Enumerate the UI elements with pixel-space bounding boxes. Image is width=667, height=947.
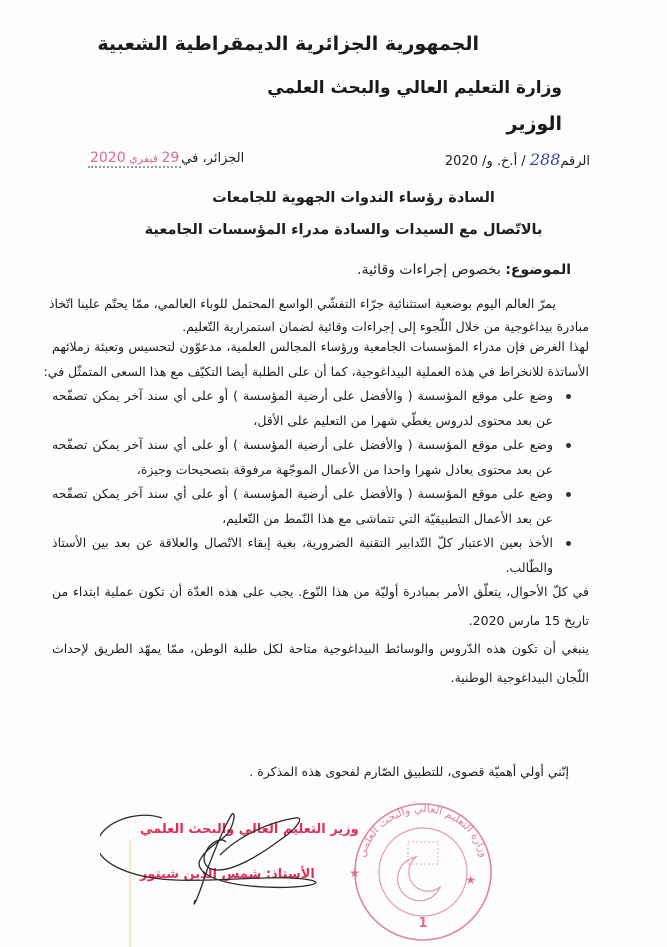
seal-outer-text: وزارة التعليم العالي والبحث العلمي <box>354 801 491 859</box>
svg-text:وزارة التعليم العالي والبحث ال <box>355 802 491 859</box>
place-label: الجزائر، في <box>181 151 245 166</box>
date-stamp <box>88 150 181 168</box>
office-header: الوزير <box>506 113 562 135</box>
letter-body <box>43 292 589 690</box>
paragraph-1-line-1: يمرّ العالم اليوم بوضعية استثنائية جرّاء التفشّي الواسع المحتمل للوباء العالمي، ممّا يحتّم علينا اتّخاذ <box>48 296 556 311</box>
bullet-dot <box>566 443 571 448</box>
official-seal <box>338 792 508 942</box>
bullet-3-line-1: وضع على موقع المؤسسة ( والأفضل على أرضية المؤسسة ) أو على أي سند آخر يمكن تصفّحه <box>52 482 589 507</box>
date-day: 29 <box>161 150 180 166</box>
paragraph-3-line-2: تاريخ 15 مارس 2020. <box>468 612 589 628</box>
date-month: فيفري <box>129 152 158 165</box>
republic-header: الجمهورية الجزائرية الديمقراطية الشعبية <box>97 33 479 55</box>
seal-star-right: ★ <box>465 873 476 887</box>
bullet-dot <box>566 394 571 399</box>
seal-star-left: ★ <box>349 866 360 880</box>
bullet-4-line-1: الأخذ بعين الاعتبار كلّ التّدابير التقنية الضرورية، بغية إبقاء الاتّصال والعلاقة عن بعد بين الأستاذ <box>52 531 589 556</box>
bullet-3-line-2: عن بعد الأعمال التطبيقيّة التي تتماشى مع هذا النّمط من التّعليم، <box>222 510 553 526</box>
place-and-date <box>88 150 244 168</box>
reference-suffix: / أ.خ. و/ 2020 <box>444 154 526 169</box>
closing-statement: إنّني أولي أهميّة قصوى، للتطبيق الصّارم لفحوى هذه المذكرة . <box>249 764 569 779</box>
date-year: 2020 <box>90 150 126 166</box>
handwritten-signature <box>100 800 340 940</box>
addressee-line-1: السادة رؤساء الندوات الجهوية للجامعات <box>212 190 495 206</box>
paragraph-1-line-2: مبادرة بيداغوجية من خلال اللّجوء إلى إجراءات وقائية لضمان استمرارية التّعليم. <box>182 318 589 334</box>
subject-text: بخصوص إجراءات وقائية. <box>357 262 501 278</box>
paragraph-4-line-2: اللّجان البيداغوجية الوطنية. <box>450 669 589 685</box>
bullet-dot <box>566 541 571 546</box>
paragraph-4-line-1: ينبغي أن تكون هذه الدّروس والوسائط البيداغوجية متاحة لكل طلبة الوطن، ممّا يمهّد الطريق لإحداث <box>52 641 589 656</box>
bullet-1-line-2: عن بعد محتوى لدروس يغطّي شهرا من التعليم على الأقل، <box>253 412 553 428</box>
paragraph-2-line-1: لهذا الغرض فإن مدراء المؤسسات الجامعية ورؤساء المجالس العلمية، مدعوّون لتحسيس وتعبئة زملائهم <box>52 339 589 354</box>
signature-title-stamp: وزير التعليم العالي والبحث العلمي <box>140 822 359 837</box>
reference-label: الرقم <box>560 154 590 169</box>
bullet-2-line-1: وضع على موقع المؤسسة ( والأفضل على أرضية المؤسسة ) أو على أي سند آخر يمكن تصفّحه <box>52 433 589 458</box>
bullet-2-line-2: عن بعد محتوى يعادل شهرا واحدا من الأعمال الموجّهة مرفوقة بتصحيحات وجيزة، <box>136 461 553 477</box>
signature-name-stamp: الأستاذ: شمس الدين شيتور <box>140 867 315 882</box>
addressee-line-2: بالاتّصال مع السيدات والسادة مدراء المؤسسات الجامعية <box>144 222 543 238</box>
paragraph-3-line-1: في كلّ الأحوال، يتعلّق الأمر بمبادرة أوليّة من هذا النّوع. يجب على هذه العدّة أن تكون عملية ابتداء من <box>52 584 589 599</box>
bullet-dot <box>566 492 571 497</box>
subject-label: الموضوع: <box>505 262 571 278</box>
reference-handwritten-number: 288 <box>529 150 561 169</box>
bullet-1-line-1: وضع على موقع المؤسسة ( والأفضل على أرضية المؤسسة ) أو على أي سند آخر يمكن تصفّحه <box>52 384 589 409</box>
paragraph-2-line-2: الأساتذة للانخراط في هذه العملية البيداغوجية، كما أن على الطلبة أيضا التكيّف مع هذا السعى المتمثّل في: <box>43 363 589 379</box>
subject-line <box>357 262 571 278</box>
signature-block <box>100 800 359 940</box>
reference-number <box>445 150 590 169</box>
bullet-4-line-2: والطّالب. <box>505 559 553 575</box>
seal-number: 1 <box>418 916 428 931</box>
ministry-header: وزارة التعليم العالي والبحث العلمي <box>267 78 562 98</box>
